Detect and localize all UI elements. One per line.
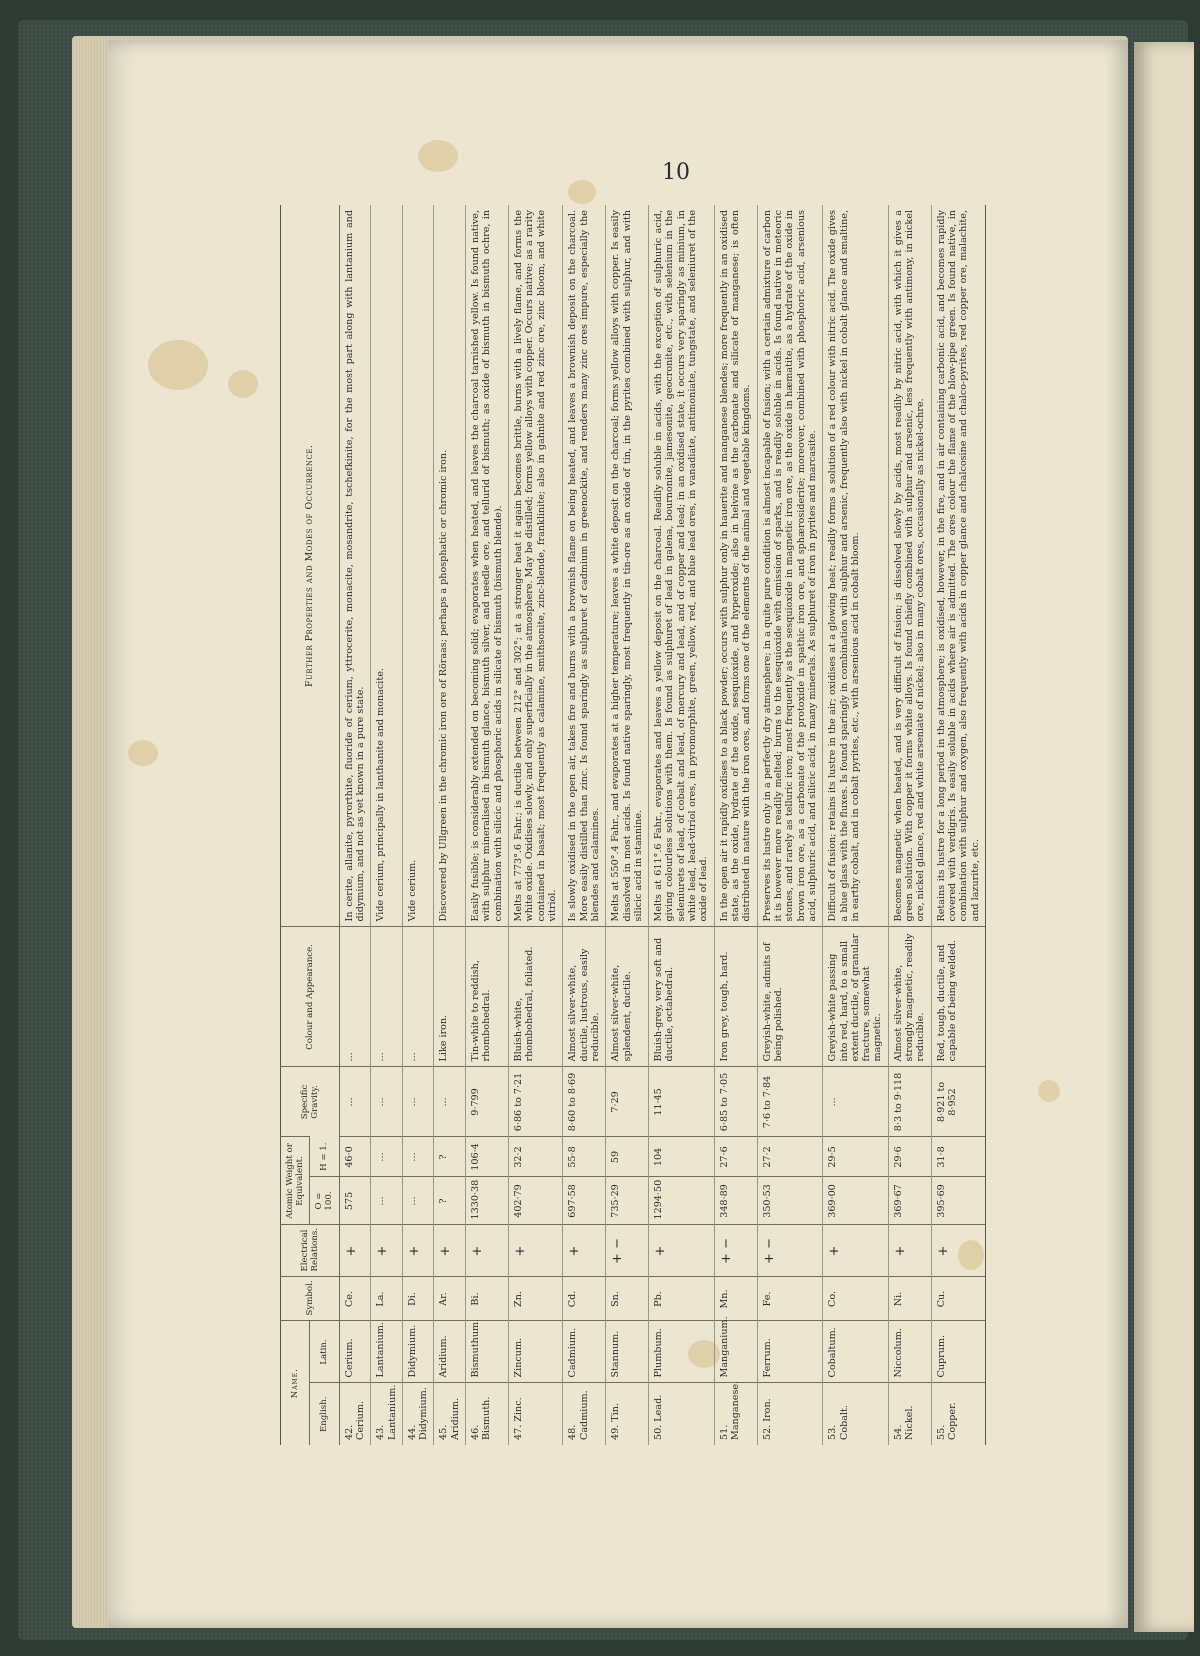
cell-latin: Zincum. [509,1321,563,1383]
cell-latin: Cuprum. [931,1321,985,1383]
cell-colour: Iron grey, tough, hard. [714,927,757,1067]
rotated-table-area [280,205,1070,1445]
cell-colour: Greyish-white passing into red, hard, to a small extent ductile, of granular fracture, somewhat magnetic. [823,927,889,1067]
header-electrical: Electrical Relations. [281,1225,340,1277]
cell-specific-gravity: 11·45 [649,1067,715,1137]
cell-english: 53. Cobalt. [823,1383,889,1445]
cell-latin: Didymium. [402,1321,434,1383]
cell-atomic-weight-o: 1330·38 [466,1177,509,1225]
table-row [888,205,931,1445]
cell-atomic-weight-h: 46·0 [339,1137,371,1177]
cell-specific-gravity: ... [339,1067,371,1137]
cell-specific-gravity: 8·3 to 9·118 [888,1067,931,1137]
header-atomic-weight: Atomic Weight or Equivalent. [281,1137,310,1225]
table-row [339,205,371,1445]
cell-atomic-weight-o: 575 [339,1177,371,1225]
table-row [714,205,757,1445]
cell-english: 49. Tin. [606,1383,649,1445]
table-row [371,205,403,1445]
cell-symbol: Mn. [714,1277,757,1321]
cell-atomic-weight-o: 1294·50 [649,1177,715,1225]
cell-properties: Becomes magnetic when heated, and is very difficult of fusion; is dissolved slowly by acids, most readily by nitric acid, with which it gives a green solution. With copper it forms white alloys. Is found chiefly combined with sulphur and arsenic, less frequently with antimony, in nickel ore, nickel glance, red and white arseniate of nickel; also in many cobalt ores, occasionally as nickel-ochre. [888,205,931,927]
cell-electrical: + [823,1225,889,1277]
cell-atomic-weight-h: 59 [606,1137,649,1177]
cell-properties: In cerite, allanite, pyrorthite, fluoride of cerium, yttrocerite, monacite, mosandrite, tschefkinite, for the most part along with lantanium and didymium, and not as yet known in a pure state. [339,205,371,927]
header-english: English. [310,1383,339,1445]
cell-symbol: Cd. [563,1277,606,1321]
cell-properties: Melts at 611°.6 Fahr., evaporates and leaves a yellow deposit on the charcoal. Readily soluble in acids, with the exception of sulphuric acid, giving colourless solutions with them. Is found as sulphuret of lead in galena, bournonite, jamesonite, geocronite, etc., with selenium in the seleniurets of lead, of cobalt and lead, of mercury and lead, and of copper and lead; in an oxidised state, it occurs very sparingly as minium, in white lead, lead-vitriol ores, in pyromorphite, green, yellow, red, and blue lead ores, in vanadiate, antimoniate, tungstate, and seleniuret of the oxide of lead. [649,205,715,927]
cell-colour: Red, tough, ductile, and capable of being welded. [931,927,985,1067]
cell-specific-gravity: 8·921 to 8·952 [931,1067,985,1137]
cell-atomic-weight-h: 27·6 [714,1137,757,1177]
cell-electrical: + [509,1225,563,1277]
cell-atomic-weight-o: ? [434,1177,466,1225]
cell-specific-gravity: ... [823,1067,889,1137]
table-row [606,205,649,1445]
cell-latin: Bismuthum. [466,1321,509,1383]
cell-atomic-weight-o: 369·67 [888,1177,931,1225]
cell-atomic-weight-o: 348·89 [714,1177,757,1225]
cell-atomic-weight-o: 350·53 [757,1177,823,1225]
cell-properties: Discovered by Ullgreen in the chromic iron ore of Röraas; perhaps a phosphatic or chromic iron. [434,205,466,927]
cell-symbol: Ar. [434,1277,466,1321]
table-row [434,205,466,1445]
cell-symbol: Di. [402,1277,434,1321]
cell-atomic-weight-h: 29·6 [888,1137,931,1177]
foxing-spot [228,370,258,398]
cell-specific-gravity: 7·29 [606,1067,649,1137]
cell-atomic-weight-h: 27·2 [757,1137,823,1177]
cell-electrical: + [339,1225,371,1277]
cell-properties: Melts at 550°.4 Fahr., and evaporates at a higher temperature; leaves a white deposit on the charcoal; forms yellow alloys with copper. Is easily dissolved in most acids. Is found native sparingly, most frequently in tin-ore as an oxide of tin, in the pyrites combined with sulphur, and with silicic acid in stannine. [606,205,649,927]
rotated-table-content [280,205,1070,1445]
cell-electrical: + [563,1225,606,1277]
cell-latin: Manganium. [714,1321,757,1383]
facing-page-edge [1134,42,1194,1632]
cell-colour: Almost silver-white, ductile, lustrous, easily reducible. [563,927,606,1067]
cell-colour: Bluish-white, rhombohedral, foliated. [509,927,563,1067]
cell-symbol: Co. [823,1277,889,1321]
header-name: Name. [281,1321,310,1445]
cell-latin: Plumbum. [649,1321,715,1383]
cell-atomic-weight-h: 55·8 [563,1137,606,1177]
cell-symbol: La. [371,1277,403,1321]
cell-symbol: Sn. [606,1277,649,1321]
cell-electrical: + [402,1225,434,1277]
cell-atomic-weight-o: ... [402,1177,434,1225]
foxing-spot [568,180,596,204]
cell-english: 47. Zinc. [509,1383,563,1445]
cell-specific-gravity: 7·6 to 7·84 [757,1067,823,1137]
cell-electrical: + [888,1225,931,1277]
cell-colour: Tin-white to reddish, rhombohedral. [466,927,509,1067]
cell-atomic-weight-h: 29·5 [823,1137,889,1177]
cell-specific-gravity: ... [434,1067,466,1137]
foxing-spot [418,140,458,172]
cell-properties: Retains its lustre for a long period in the atmosphere; is oxidised, however, in the fire, and in air containing carbonic acid, and becomes rapidly covered with verdigris. Is easily soluble in acids where air is admitted. The ores colour the flame of the blow-pipe green. Is found native, in combination with sulphur and oxygen, also frequently with acids in copper glance and chalcosine and chalco-pyrites, red copper ore, malachite, and lazurite, etc. [931,205,985,927]
cell-latin: Niccolum. [888,1321,931,1383]
cell-atomic-weight-h: 31·8 [931,1137,985,1177]
cell-latin: Aridium. [434,1321,466,1383]
cell-atomic-weight-h: 106·4 [466,1137,509,1177]
foxing-spot [128,740,158,766]
cell-specific-gravity: 6·85 to 7·05 [714,1067,757,1137]
elements-table [280,205,986,1445]
cell-colour: Bluish-grey, very soft and ductile, octahedral. [649,927,715,1067]
cell-atomic-weight-h: 104 [649,1137,715,1177]
cell-latin: Cadmium. [563,1321,606,1383]
cell-electrical: + [371,1225,403,1277]
cell-colour: Greyish-white, admits of being polished. [757,927,823,1067]
cell-symbol: Cu. [931,1277,985,1321]
cell-colour: Almost silver-white, splendent, ductile. [606,927,649,1067]
header-h-scale: H = 1. [310,1137,339,1177]
cell-latin: Cerium. [339,1321,371,1383]
cell-properties: Preserves its lustre only in a perfectly dry atmosphere; in a quite pure condition is almost incapable of fusion; with a certain admixture of carbon it is however more readily melted; burns to the sesquioxide with emission of sparks, and is readily soluble in acids. Is found native in meteoric stones, and rarely as telluric iron; most frequently as the sesquioxide in magnetic iron ore, as the oxide in hæmatite, as a hydrate of the oxide in brown iron ore, as a carbonate of the protoxide in spathic iron ore, and sphærosiderite; moreover, combined with phosphoric acid, arsenious acid, sulphuric acid, and silicic acid, in many minerals. As sulphuret of iron in pyrites and marcasite. [757,205,823,927]
cell-properties: In the open air it rapidly oxidises to a black powder; occurs with sulphur only in hauerite and manganese blendes; more frequently in an oxidised state, as the oxide, hydrate of the oxide, sesquioxide, and hyperoxide; also in helvine as the carbonate and silicate of manganese; is often distributed in nature with the iron ores, and forms one of the elements of the animal and vegetable kingdoms. [714,205,757,927]
table-row [402,205,434,1445]
cell-specific-gravity: 8·60 to 8·69 [563,1067,606,1137]
cell-symbol: Bi. [466,1277,509,1321]
cell-atomic-weight-o: 697·58 [563,1177,606,1225]
cell-specific-gravity: ... [402,1067,434,1137]
header-symbol: Symbol. [281,1277,340,1321]
cell-atomic-weight-o: 395·69 [931,1177,985,1225]
cell-english: 48. Cadmium. [563,1383,606,1445]
cell-atomic-weight-h: ? [434,1137,466,1177]
cell-english: 55. Copper. [931,1383,985,1445]
page-number: 10 [662,160,690,185]
cell-specific-gravity: 6·86 to 7·21 [509,1067,563,1137]
header-o-scale: O = 100. [310,1177,339,1225]
table-row [823,205,889,1445]
cell-english: 45. Aridium. [434,1383,466,1445]
table-row [757,205,823,1445]
header-specific-gravity: Specific Gravity. [281,1067,340,1137]
cell-colour: Like iron. [434,927,466,1067]
cell-electrical: + − [606,1225,649,1277]
cell-properties: Melts at 773°.6 Fahr.; is ductile between 212° and 302°; at a stronger heat it again becomes brittle, burns with a lively flame, and forms the white oxide. Oxidises slowly, and only superficially in the atmosphere. May be distilled; forms yellow alloys with copper. Occurs native; as a rarity contained in basalt; most frequently as calamine, smithsonite, zinc-blende, franklinite; also in gahnite and red zinc ore, zinc bloom, and white vitriol. [509,205,563,927]
cell-english: 51. Manganese. [714,1383,757,1445]
cell-electrical: + [434,1225,466,1277]
cell-properties: Easily fusible; is considerably extended on becoming solid; evaporates when heated, and leaves the charcoal tarnished yellow. Is found native, with sulphur mineralised in bismuth glance, bismuth silver, and needle ore, and tellurid of bismuth; as oxide of bismuth in bismuth ochre, in combination with silicic and phosphoric acids in silicate of bismuth (bismuth blende). [466,205,509,927]
table-row [563,205,606,1445]
cell-colour: ... [339,927,371,1067]
table-row [649,205,715,1445]
cell-symbol: Ni. [888,1277,931,1321]
cell-specific-gravity: ... [371,1067,403,1137]
cell-atomic-weight-h: ... [402,1137,434,1177]
cell-electrical: + − [714,1225,757,1277]
header-colour: Colour and Appearance. [281,927,340,1067]
header-properties: Further Properties and Modes of Occurrence. [281,205,340,927]
header-latin: Latin. [310,1321,339,1383]
cell-electrical: + − [757,1225,823,1277]
cell-atomic-weight-h: 32·2 [509,1137,563,1177]
table-row [466,205,509,1445]
cell-colour: ... [371,927,403,1067]
cell-latin: Cobaltum. [823,1321,889,1383]
cell-specific-gravity: 9·799 [466,1067,509,1137]
cell-electrical: + [466,1225,509,1277]
cell-atomic-weight-o: 735·29 [606,1177,649,1225]
cell-english: 44. Didymium. [402,1383,434,1445]
cell-latin: Stannum. [606,1321,649,1383]
cell-atomic-weight-o: 369·00 [823,1177,889,1225]
table-row [509,205,563,1445]
cell-symbol: Fe. [757,1277,823,1321]
foxing-spot [148,340,208,390]
cell-colour: Almost silver-white, strongly magnetic, readily reducible. [888,927,931,1067]
cell-english: 52. Iron. [757,1383,823,1445]
cell-latin: Lantanium. [371,1321,403,1383]
cell-atomic-weight-o: 402·79 [509,1177,563,1225]
cell-english: 43. Lantanium. [371,1383,403,1445]
cell-english: 46. Bismuth. [466,1383,509,1445]
cell-english: 42. Cerium. [339,1383,371,1445]
cell-properties: Difficult of fusion; retains its lustre in the air; oxidises at a glowing heat; readily forms a solution of a red colour with nitric acid. The oxide gives a blue glass with the fluxes. Is found sparingly in combination with sulphur and arsenic, frequently also with nickel in cobalt glance and smaltine, in earthy cobalt, and in cobalt pyrites, etc., with arsenious acid in cobalt bloom. [823,205,889,927]
cell-atomic-weight-o: ... [371,1177,403,1225]
cell-colour: ... [402,927,434,1067]
table-body [339,205,985,1445]
cell-symbol: Zn. [509,1277,563,1321]
cell-properties: Vide cerium. [402,205,434,927]
cell-symbol: Ce. [339,1277,371,1321]
cell-electrical: + [649,1225,715,1277]
table-row [931,205,985,1445]
cell-properties: Vide cerium, principally in lanthanite and monacite. [371,205,403,927]
cell-symbol: Pb. [649,1277,715,1321]
cell-latin: Ferrum. [757,1321,823,1383]
cell-properties: Is slowly oxidised in the open air, takes fire and burns with a brownish flame on being heated, and leaves a brownish deposit on the charcoal. More easily distilled than zinc. Is found sparingly as sulphuret of cadmium in greenockite, and renders many zinc ores impure, especially the blendes and calamines. [563,205,606,927]
cell-english: 54. Nickel. [888,1383,931,1445]
cell-electrical: + [931,1225,985,1277]
cell-english: 50. Lead. [649,1383,715,1445]
cell-atomic-weight-h: ... [371,1137,403,1177]
